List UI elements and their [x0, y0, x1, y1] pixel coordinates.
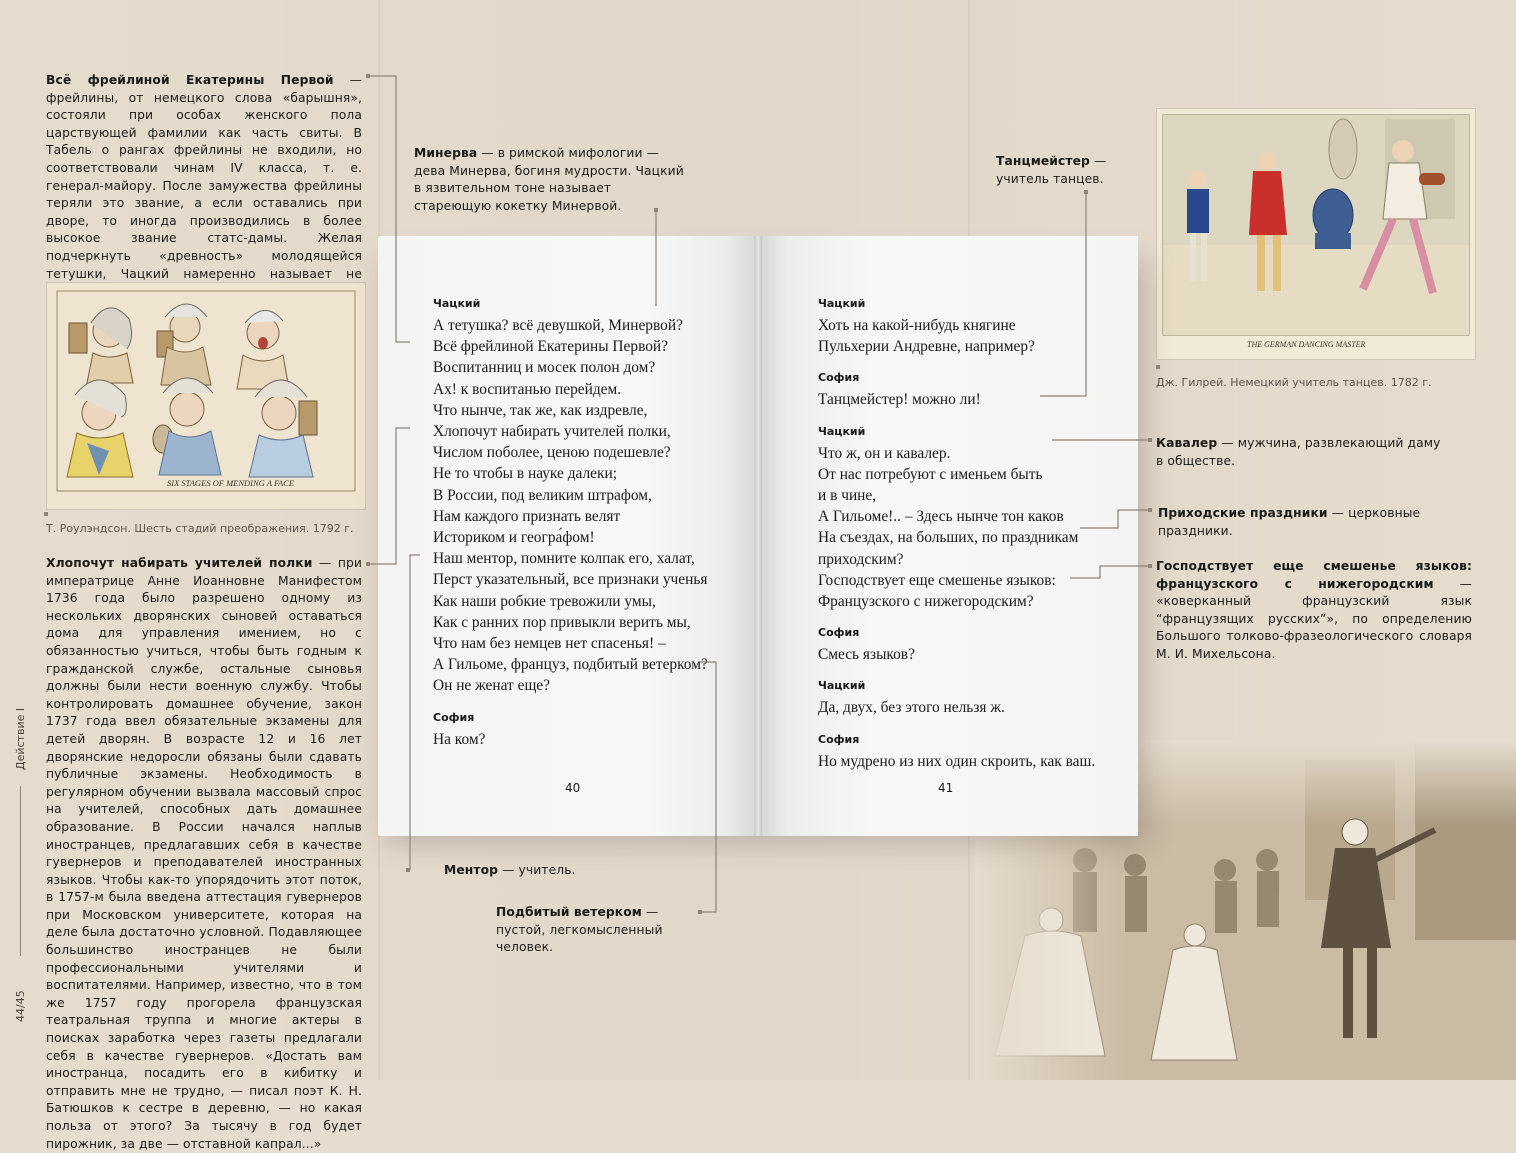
leader-khlopochut [370, 428, 410, 564]
verse-line: А тетушка? всё девушкой, Минервой? [433, 317, 683, 334]
verse-line: и в чине, [818, 487, 877, 505]
verse-line: Числом поболее, ценою подешевле? [433, 444, 671, 462]
note-term: Господствует еще смешенье языков: французского с нижегородским [1156, 559, 1472, 591]
verse-line: Хоть на какой-нибудь княгине [818, 317, 1016, 334]
verse-line: Хлопочут набирать учителей полки, [433, 423, 671, 441]
note-text: — учитель. [498, 863, 576, 877]
verse-line: Но мудрено из них один скроить, как ваш. [818, 752, 1096, 770]
note-term: Танцмейстер [996, 154, 1090, 168]
leader-smeshenie [1070, 566, 1150, 578]
speaker-name: Чацкий [433, 297, 481, 310]
gillray-plate-title: THE GERMAN DANCING MASTER [1247, 340, 1366, 349]
verse-line: Как с ранних пор привыкли верить мы, [433, 613, 691, 631]
note-text: — учитель танцев. [996, 154, 1107, 186]
verse-line: Как наши робкие тревожили умы, [433, 592, 656, 610]
gillray-caption: Дж. Гилрей. Немецкий учитель танцев. 1782 г. [1156, 376, 1432, 389]
speaker-name: София [818, 732, 860, 746]
verse-line: Нам каждого признать велят [433, 507, 621, 525]
verse-line: От нас потребуют с именьем быть [818, 465, 1043, 483]
speaker-name: София [433, 710, 475, 724]
verse-line: Французского с нижегородским? [818, 593, 1034, 611]
note-term: Кавалер [1156, 436, 1218, 450]
verse-line: Смесь языков? [818, 646, 915, 664]
verse-line: Он не женат еще? [433, 677, 550, 695]
note-term: Подбитый ветерком [496, 905, 642, 919]
note-text: — «коверканный французский язык “французящих русских”», по определению Большого толково-фразеологического словаря М. И. Михельсона. [1156, 576, 1472, 661]
leader-tanzmeister [1040, 192, 1086, 396]
note-term: Приходские праздники [1158, 506, 1328, 520]
leader-mentor [410, 555, 420, 870]
note-text: — церковные праздники. [1158, 506, 1421, 538]
speaker-name: Чацкий [818, 679, 866, 693]
speaker-name: София [818, 626, 860, 640]
speaker-name: Чацкий [818, 424, 866, 438]
verse-line: Господствует еще смешенье языков: [818, 571, 1056, 589]
verse-line: Что ж, он и кавалер. [818, 444, 951, 462]
note-term: Минерва [414, 146, 478, 160]
section-label: Действие I [14, 707, 27, 770]
leader-podbityi [700, 662, 716, 912]
verse-line: Пульхерии Андревне, например? [818, 338, 1035, 356]
verse-line: Историком и геогра́фом! [433, 529, 595, 547]
page-number-right: 41 [938, 781, 954, 795]
note-term: Хлопочут набирать учителей полки [46, 556, 313, 570]
verse-line: Ах! к воспитанью перейдем. [433, 380, 622, 398]
speaker-name: Чацкий [818, 297, 866, 310]
verse-line: Воспитанниц и мосек полон дом? [433, 359, 656, 377]
verse-line: Что нам без немцев нет спасенья! – [433, 635, 666, 653]
verse-line: Да, двух, без этого нельзя ж. [818, 699, 1005, 717]
verse-line: А Гильоме!.. – Здесь нынче тон каков [818, 508, 1064, 526]
verse-line: Наш ментор, помните колпак его, халат, [433, 550, 695, 568]
rowlandson-plate-title: SIX STAGES OF MENDING A FACE [167, 478, 295, 488]
rowlandson-caption: Т. Роулэндсон. Шесть стадий преображения. 1792 г. [46, 522, 354, 535]
page-range-label: 44/45 [14, 990, 27, 1022]
verse-line: Что нынче, так же, как издревле, [433, 401, 648, 419]
speaker-name: София [818, 371, 860, 385]
verse-line: В России, под великим штрафом, [433, 486, 652, 504]
verse-line: Не то чтобы в науке далеки; [433, 465, 618, 483]
verse-line: Танцмейстер! можно ли! [818, 391, 981, 409]
verse-line: Перст указательный, все признаки ученья [433, 571, 708, 589]
note-term: Всё фрейлиной Екатерины Первой [46, 73, 334, 87]
verse-line: приходским? [818, 550, 904, 568]
verse-line: Всё фрейлиной Екатерины Первой? [433, 338, 668, 356]
note-text: — мужчина, развлекающий даму в обществе. [1156, 436, 1441, 468]
verse-line: На съездах, на больших, по праздникам [818, 529, 1079, 547]
verse-line: На ком? [433, 730, 486, 748]
leader-prihodskie [1080, 510, 1150, 528]
verse-line: А Гильоме, француз, подбитый ветерком? [433, 656, 708, 674]
note-term: Ментор [444, 863, 499, 877]
note-text: — пустой, легкомысленный человек. [496, 905, 663, 955]
note-text: — фрейлины, от немецкого слова «барышня», состояли при особах женского пола царствующей фамилии как часть свиты. В Табель о рангах фрейлины не входили, но соответствовали чинам IV класса, т. е. генерал-майору. После замужества фрейлины теряли это звание, а если оставались при дворе, то иногда производились в более высокое звание статс-дамы. Желая подчеркнуть «древность» молодящейся тетушки, Чацкий намеренно называет не [46, 73, 362, 281]
note-text: — при императрице Анне Иоанновне Манифестом 1736 года было разрешено одному из нескольких дворянских сыновей оставаться дома для управления имением, но с обязанностью учиться, чтобы быть годным к гражданской службе, остальные сыновья должны были нести военную службу. Чтобы контролировать домашнее обучение, закон 1737 года ввел обязательные экзамены для детей дворян. В возрасте 12 и 16 лет дворянские недоросли обязаны были сдавать публичные экзамены. Необходимость в регулярном обучении вызвала массовый спрос на учителей, способных дать домашнее образование. В России начался наплыв иностранцев, предлагавших себя в качестве гувернеров и преподавателей иностранных языков. Чтобы как-то упорядочить этот поток, в 1757-м была введена аттестация гувернеров при Московском университете, которая на деле была достаточно условной. Подавляющее большинство иностранцев не были профессиональными учителями и воспитателями. Например, известно, что в том же 1757 году прогорела французская театральная труппа и многие актеры в поисках заработка через газеты предлагали себя в качестве гувернеров. «Достать вам иностранца, посадить его в кибитку и отправить мне не трудно, — писал поэт К. Н. Батюшков к сестре в деревню, — но какая польза от этого? За тысячу в год будет пирожник, за две — отставной капрал...» [46, 556, 362, 1151]
page-number-left: 40 [565, 781, 581, 795]
leader-freylina [370, 76, 410, 342]
note-text: — в римской мифологии — дева Минерва, богиня мудрости. Чацкий в язвительном тоне называет стареющую кокетку Минервой. [414, 146, 684, 213]
